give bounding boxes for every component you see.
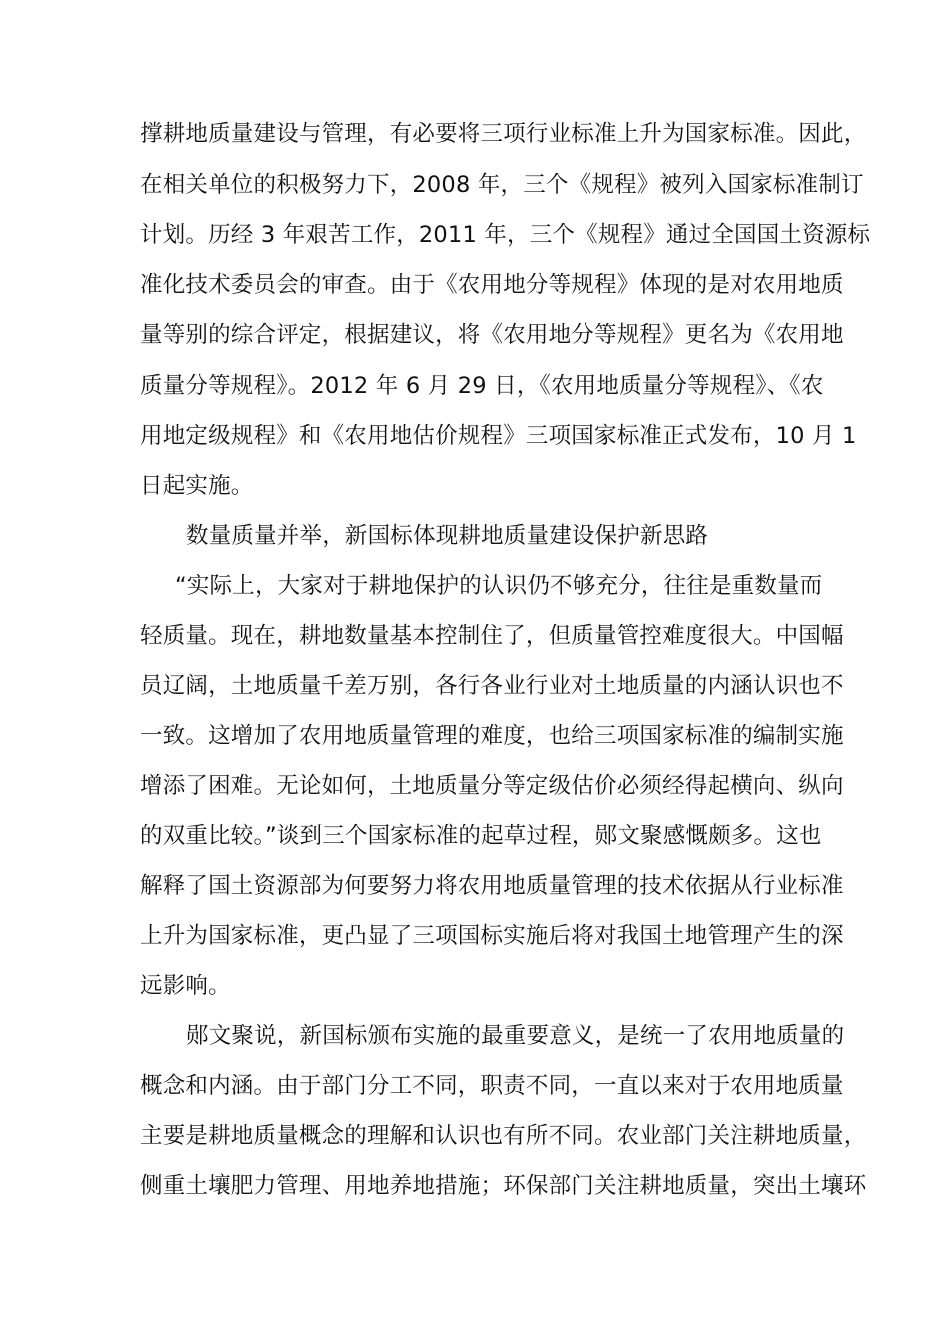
text-line: 主要是耕地质量概念的理解和认识也有所不同。农业部门关注耕地质量，: [140, 1123, 867, 1149]
text-line: 解释了国土资源部为何要努力将农用地质量管理的技术依据从行业标准: [140, 873, 844, 899]
text-line: 侧重土壤肥力管理、用地养地措施；环保部门关注耕地质量，突出土壤环: [140, 1173, 867, 1199]
text-line: 量等别的综合评定，根据建议，将《农用地分等规程》更名为《农用地: [140, 322, 844, 348]
text-line: 郧文聚说，新国标颁布实施的最重要意义，是统一了农用地质量的: [186, 1023, 845, 1049]
text-line: 上升为国家标准，更凸显了三项国标实施后将对我国土地管理产生的深: [140, 923, 844, 949]
section-heading: 数量质量并举，新国标体现耕地质量建设保护新思路: [186, 523, 709, 549]
text-line: 一致。这增加了农用地质量管理的难度，也给三项国家标准的编制实施: [140, 723, 844, 749]
text-line: 轻质量。现在，耕地数量基本控制住了，但质量管控难度很大。中国幅: [140, 623, 844, 649]
text-line: 撑耕地质量建设与管理，有必要将三项行业标准上升为国家标准。因此，: [140, 121, 867, 147]
text-line: 质量分等规程》。2012 年 6 月 29 日，《农用地质量分等规程》、《农: [140, 373, 824, 399]
text-line: 用地定级规程》和《农用地估价规程》三项国家标准正式发布，10 月 1: [140, 423, 857, 449]
text-line: 增添了困难。无论如何，土地质量分等定级估价必须经得起横向、纵向: [140, 773, 844, 799]
text-line: 在相关单位的积极努力下，2008 年，三个《规程》被列入国家标准制订: [140, 172, 864, 198]
text-line: 远影响。: [140, 973, 231, 999]
text-line: 概念和内涵。由于部门分工不同，职责不同，一直以来对于农用地质量: [140, 1073, 844, 1099]
text-line: 准化技术委员会的审查。由于《农用地分等规程》体现的是对农用地质: [140, 272, 844, 298]
text-line: “实际上，大家对于耕地保护的认识仍不够充分，往往是重数量而: [175, 573, 823, 599]
text-line: 计划。历经 3 年艰苦工作，2011 年，三个《规程》通过全国国土资源标: [140, 222, 871, 248]
text-line: 的双重比较。”谈到三个国家标准的起草过程，郧文聚感慨颇多。这也: [140, 823, 822, 849]
text-line: 日起实施。: [140, 473, 254, 499]
text-line: 员辽阔，土地质量千差万别，各行各业行业对土地质量的内涵认识也不: [140, 673, 844, 699]
